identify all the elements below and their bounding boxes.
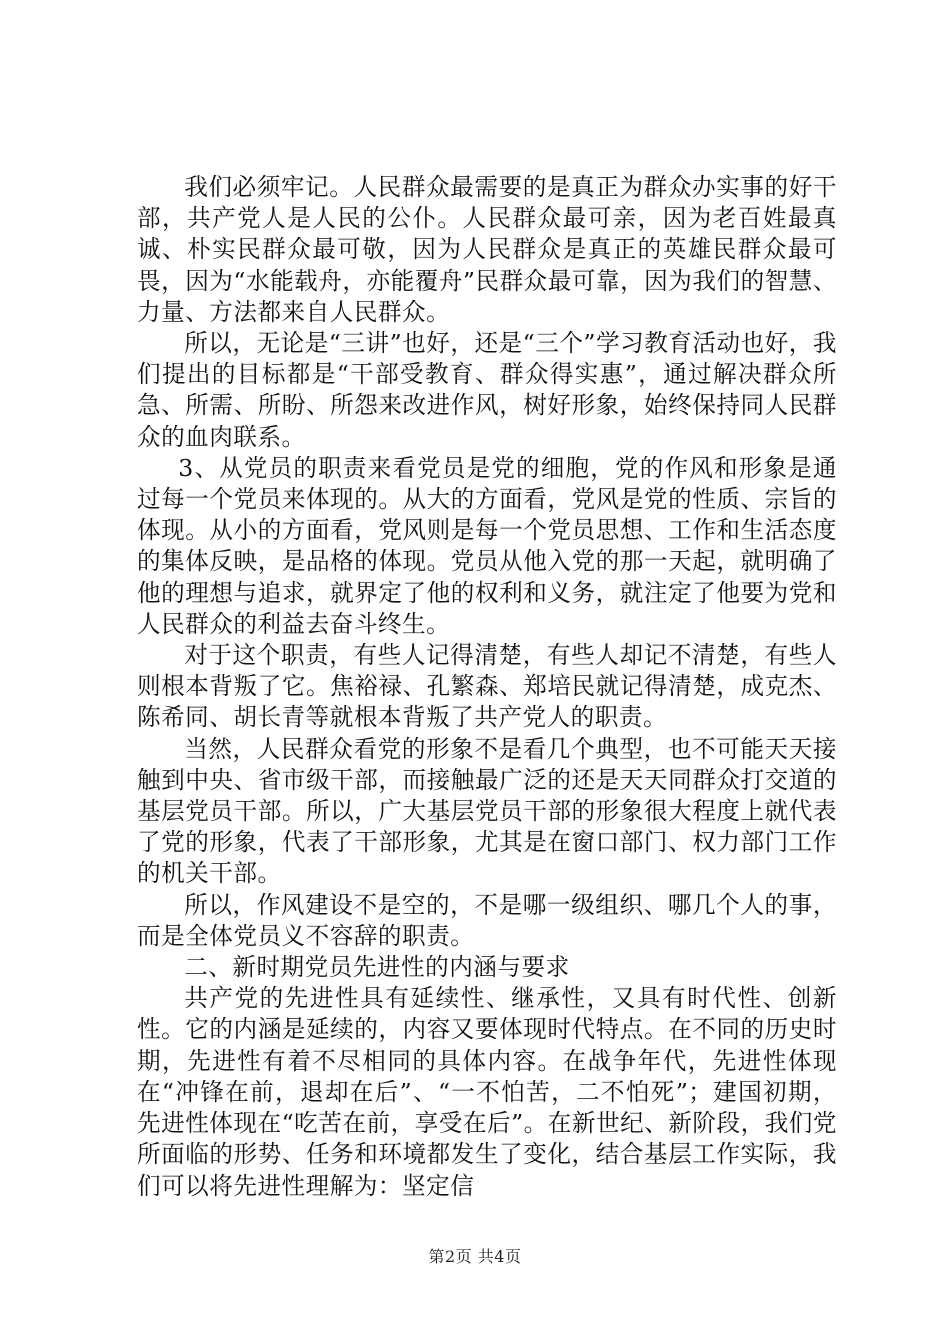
- paragraph-8: 共产党的先进性具有延续性、继承性，又具有时代性、创新性。它的内涵是延续的，内容又要体现时代特点。在不同的历史时期，先进性有着不尽相同的具体内容。在战争年代，先进性体现在“冲锋在前，退却在后”、“一不怕苦，二不怕死”；建国初期，先进性体现在“吃苦在前，享受在后”。在新世纪、新阶段，我们党所面临的形势、任务和环境都发生了变化，结合基层工作实际，我们可以将先进性理解为：坚定信: [137, 984, 837, 1200]
- paragraph-4: 对于这个职责，有些人记得清楚，有些人却记不清楚，有些人则根本背叛了它。焦裕禄、孔繁森、郑培民就记得清楚，成克杰、陈希同、胡长青等就根本背叛了共产党人的职责。: [137, 641, 837, 732]
- page-number-footer: 第2页 共4页: [428, 1247, 522, 1266]
- section-heading: 二、新时期党员先进性的内涵与要求: [184, 953, 570, 982]
- paragraph-1: 我们必须牢记。人民群众最需要的是真正为群众办实事的好干部，共产党人是人民的公仆。人民群众最可亲，因为老百姓最真诚、朴实民群众最可敬，因为人民群众是真正的英雄民群众最可畏，因为“水能载舟，亦能覆舟”民群众最可靠，因为我们的智慧、力量、方法都来自人民群众。: [137, 173, 837, 326]
- paragraph-3: 3、从党员的职责来看党员是党的细胞，党的作风和形象是通过每一个党员来体现的。从大的方面看，党风是党的性质、宗旨的体现。从小的方面看，党风则是每一个党员思想、工作和生活态度的集体反映，是品格的体现。党员从他入党的那一天起，就明确了他的理想与追求，就界定了他的权利和义务，就注定了他要为党和人民群众的利益去奋斗终生。: [137, 453, 837, 638]
- paragraph-2: 所以，无论是“三讲”也好，还是“三个”学习教育活动也好，我们提出的目标都是“干部受教育、群众得实惠”，通过解决群众所急、所需、所盼、所怨来改进作风，树好形象，始终保持同人民群众的血肉联系。: [137, 329, 837, 451]
- paragraph-6: 所以，作风建设不是空的，不是哪一级组织、哪几个人的事，而是全体党员义不容辞的职责。: [137, 890, 837, 950]
- paragraph-5: 当然，人民群众看党的形象不是看几个典型，也不可能天天接触到中央、省市级干部，而接触最广泛的还是天天同群众打交道的基层党员干部。所以，广大基层党员干部的形象很大程度上就代表了党的形象，代表了干部形象，尤其是在窗口部门、权力部门工作的机关干部。: [137, 734, 837, 888]
- document-body: [137, 172, 837, 1202]
